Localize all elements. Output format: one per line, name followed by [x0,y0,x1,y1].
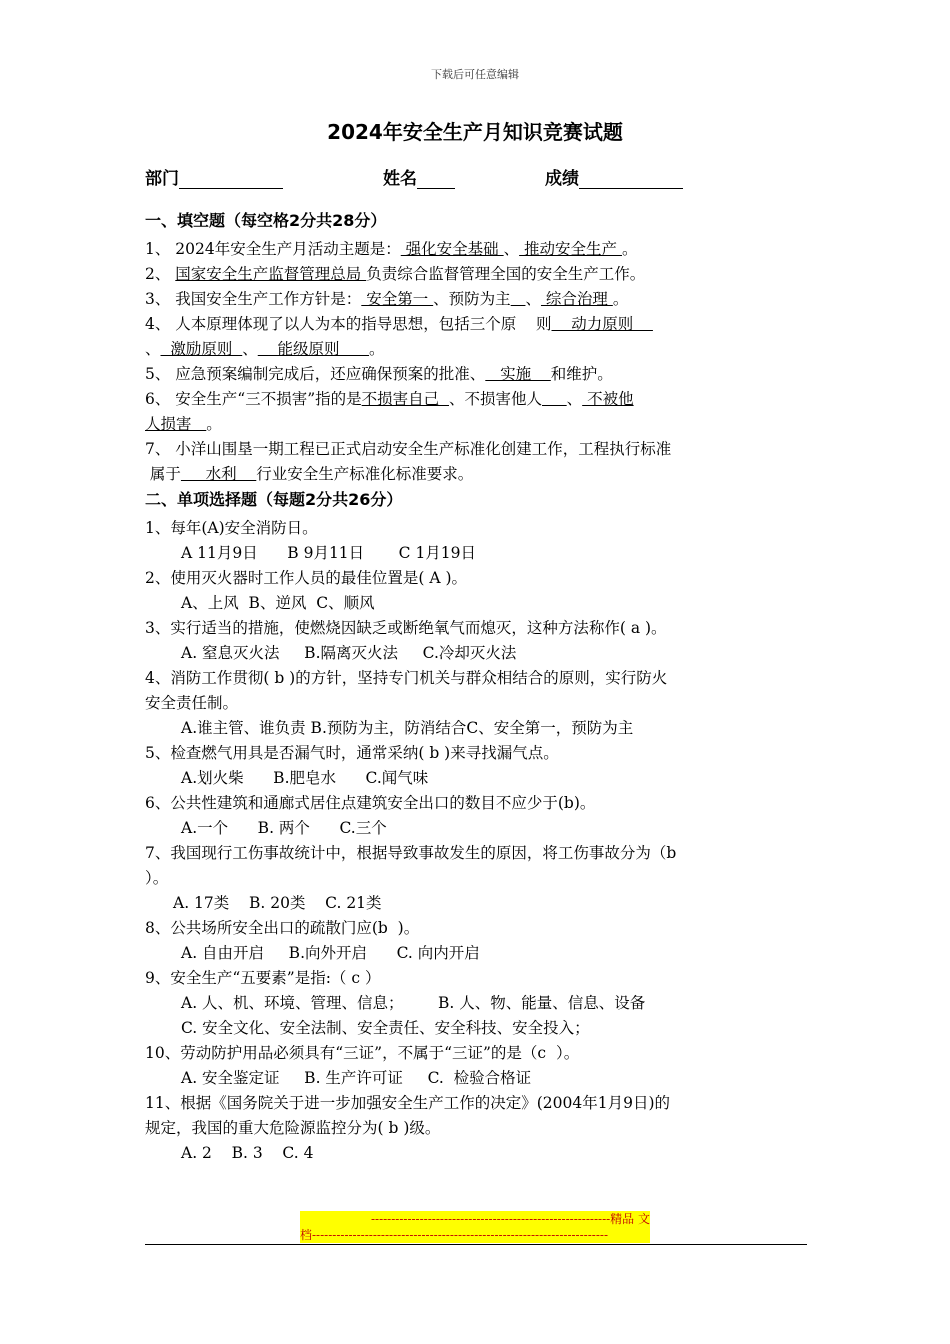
answer-blank [542,390,567,408]
answer-blank: 安全第一 [361,290,434,308]
choice-question-line: ）。 [145,869,169,887]
info-row [145,164,805,190]
fill-question-6: 6、 安全生产“三不损害”指的是不损害自己 、不损害他人 、 不被他 [145,390,634,408]
fill-question-6-cont: 人损害 。 [145,415,222,433]
name-blank[interactable] [417,170,455,189]
answer-blank: 动力原则 [551,315,653,333]
choice-options-line: A、上风 B、逆风 C、顺风 [181,594,375,612]
choice-options-line: A. 窒息灭火法 B.隔离灭火法 C.冷却灭火法 [181,644,517,662]
score-field[interactable] [545,164,683,189]
section-1-heading: 一、填空题（每空格2分共28分） [145,211,387,230]
dept-blank[interactable] [179,170,283,189]
answer-blank: 国家安全生产监督管理总局 [175,265,367,283]
footer-line-2: 档------------------------------------------------------------------------- [300,1227,650,1243]
dept-label: 部门 [145,169,179,189]
answer-blank: 人损害 [145,415,207,433]
choice-options-line: A. 2 B. 3 C. 4 [181,1144,314,1162]
footer-rule [145,1244,807,1245]
answer-blank: 激励原则 [160,340,243,358]
choice-options-line: A. 人、机、环境、管理、信息； B. 人、物、能量、信息、设备 [181,994,646,1012]
choice-question-list [145,516,807,1166]
choice-question-line: 11、根据《国务院关于进一步加强安全生产工作的决定》(2004年1月9日)的 [145,1094,670,1112]
answer-blank: 不被他 [582,390,634,408]
choice-options-line: A. 安全鉴定证 B. 生产许可证 C. 检验合格证 [181,1069,532,1087]
answer-blank: 不损害自己 [361,390,449,408]
answer-blank: 强化安全基础 [400,240,504,258]
choice-question-line: 8、公共场所安全出口的疏散门应(b )。 [145,919,420,937]
footer-line-1: -----------------------------------------------------------精品 文 [300,1211,650,1227]
answer-blank: 推动安全生产 [519,240,622,258]
choice-options-line: A.一个 B. 两个 C.三个 [181,819,387,837]
header-note: 下载后可任意编辑 [431,68,519,81]
fill-question-1: 1、 2024年安全生产月活动主题是： 强化安全基础 、 推动安全生产 。 [145,240,638,258]
dept-field[interactable] [145,164,283,189]
answer-blank: 实施 [485,365,551,383]
choice-question-line: 10、劳动防护用品必须具有“三证”，不属于“三证”的是（c ）。 [145,1044,580,1062]
choice-question-line: 9、安全生产“五要素”是指:（ c ） [145,969,381,987]
choice-options-line: A. 自由开启 B.向外开启 C. 向内开启 [181,944,480,962]
fill-question-4: 4、 人本原理体现了以人为本的指导思想，包括三个原 则 动力原则 [145,315,653,333]
choice-question-line: 6、公共性建筑和通廊式居住点建筑安全出口的数目不应少于(b)。 [145,794,596,812]
answer-blank: 能级原则 [257,340,370,358]
choice-question-line: 规定，我国的重大危险源监控分为( b )级。 [145,1119,441,1137]
choice-options-line: C. 安全文化、安全法制、安全责任、安全科技、安全投入； [181,1019,590,1037]
fill-question-3: 3、 我国安全生产工作方针是： 安全第一 、预防为主 、 综合治理 。 [145,290,629,308]
choice-question-line: 5、检查燃气用具是否漏气时，通常采纳( b )来寻找漏气点。 [145,744,559,762]
choice-question-line: 安全责任制。 [145,694,239,712]
score-label: 成绩 [545,169,579,189]
fill-question-5: 5、 应急预案编制完成后，还应确保预案的批准、 实施 和维护。 [145,365,613,383]
section-2-heading: 二、单项选择题（每题2分共26分） [145,490,403,509]
fill-question-2: 2、 国家安全生产监督管理总局 负责综合监督管理全国的安全生产工作。 [145,265,646,283]
choice-question-line: 2、使用灭火器时工作人员的最佳位置是( A )。 [145,569,468,587]
exam-content [145,208,807,1166]
choice-options-line: A.划火柴 B.肥皂水 C.闻气味 [181,769,429,787]
score-blank[interactable] [579,170,683,189]
choice-options-line: A 11月9日 B 9月11日 C 1月19日 [181,544,477,562]
choice-question-line: 4、消防工作贯彻( b )的方针，坚持专门机关与群众相结合的原则，实行防火 [145,669,668,687]
answer-blank [511,290,526,308]
name-label: 姓名 [383,169,417,189]
choice-options-line: A.谁主管、谁负责 B.预防为主，防消结合C、安全第一，预防为主 [181,719,634,737]
answer-blank: 水利 [180,465,257,483]
answer-blank: 综合治理 [540,290,613,308]
fill-question-7-cont: 属于 水利 行业安全生产标准化标准要求。 [145,465,474,483]
fill-question-7: 7、 小洋山围垦一期工程已正式启动安全生产标准化创建工作，工程执行标准 [145,440,672,458]
choice-question-line: 7、我国现行工伤事故统计中，根据导致事故发生的原因，将工伤事故分为（b [145,844,677,862]
choice-options-line: A. 17类 B. 20类 C. 21类 [173,894,382,912]
name-field[interactable] [383,164,455,189]
choice-question-line: 3、实行适当的措施，使燃烧因缺乏或断绝氧气而熄灭，这种方法称作( a )。 [145,619,667,637]
choice-question-line: 1、每年(A)安全消防日。 [145,519,318,537]
fill-question-4-cont: 、 激励原则 、 能级原则 。 [145,340,385,358]
page-title: 2024年安全生产月知识竞赛试题 [327,120,623,144]
